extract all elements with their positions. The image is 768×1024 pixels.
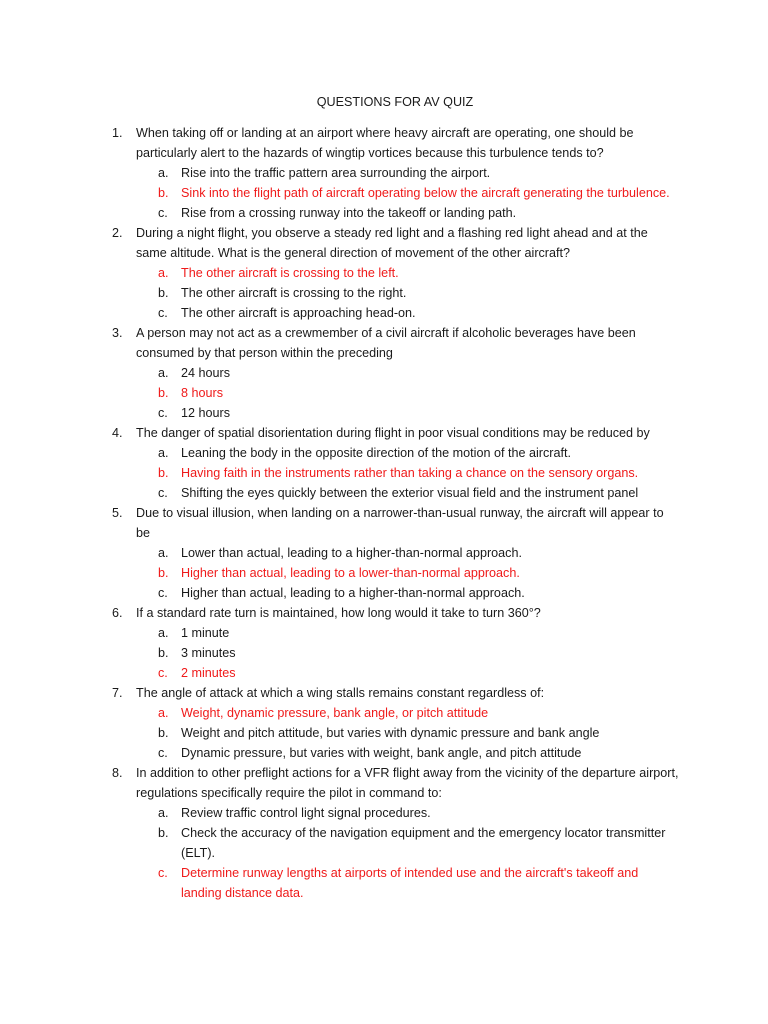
question-list (0, 123, 768, 903)
option-text: 3 minutes (181, 646, 236, 660)
answer-option-correct (0, 563, 768, 583)
answer-option (0, 303, 768, 323)
option-letter: c. (158, 586, 168, 600)
question-item (0, 423, 768, 503)
question-text: In addition to other preflight actions for a VFR flight away from the vicinity of the departure airport, regulations specifically require the pilot in command to: (136, 766, 679, 800)
option-letter: c. (158, 666, 168, 680)
option-letter: a. (158, 546, 169, 560)
answer-options (0, 363, 768, 423)
option-letter: b. (158, 726, 169, 740)
option-text: Leaning the body in the opposite direction of the motion of the aircraft. (181, 446, 571, 460)
option-text: 12 hours (181, 406, 231, 420)
answer-options (0, 703, 768, 763)
option-letter: c. (158, 306, 168, 320)
answer-option-correct (0, 703, 768, 723)
answer-options (0, 543, 768, 603)
option-letter: c. (158, 206, 168, 220)
option-letter: a. (158, 706, 169, 720)
option-text: Higher than actual, leading to a higher-than-normal approach. (181, 586, 525, 600)
option-letter: a. (158, 446, 169, 460)
option-letter: b. (158, 386, 169, 400)
question-number: 4. (112, 426, 123, 440)
answer-option (0, 363, 768, 383)
option-text: Higher than actual, leading to a lower-than-normal approach. (181, 566, 520, 580)
option-text: Shifting the eyes quickly between the exterior visual field and the instrument panel (181, 486, 639, 500)
question-text: During a night flight, you observe a steady red light and a flashing red light ahead and at the same altitude. What is the general direction of movement of the other aircraft? (136, 226, 648, 260)
option-letter: a. (158, 626, 169, 640)
answer-options (0, 803, 768, 903)
option-letter: b. (158, 466, 169, 480)
option-text: The other aircraft is crossing to the left. (181, 266, 399, 280)
answer-options (0, 263, 768, 323)
option-text: 1 minute (181, 626, 230, 640)
question-text: The angle of attack at which a wing stalls remains constant regardless of: (136, 686, 545, 700)
answer-options (0, 623, 768, 683)
page-title: QUESTIONS FOR AV QUIZ (316, 95, 474, 109)
option-letter: a. (158, 806, 169, 820)
option-letter: b. (158, 566, 169, 580)
option-letter: a. (158, 266, 169, 280)
option-letter: c. (158, 866, 168, 880)
option-letter: c. (158, 406, 168, 420)
question-item (0, 763, 768, 903)
option-letter: c. (158, 486, 168, 500)
option-text: Dynamic pressure, but varies with weight, bank angle, and pitch attitude (181, 746, 582, 760)
answer-option (0, 823, 768, 863)
question-number: 8. (112, 766, 123, 780)
answer-option (0, 583, 768, 603)
option-text: Having faith in the instruments rather than taking a chance on the sensory organs. (181, 466, 639, 480)
answer-option-correct (0, 263, 768, 283)
option-text: Lower than actual, leading to a higher-than-normal approach. (181, 546, 522, 560)
question-item (0, 503, 768, 603)
option-text: Check the accuracy of the navigation equipment and the emergency locator transmitter (ELT). (181, 826, 666, 860)
answer-option (0, 543, 768, 563)
question-item (0, 223, 768, 323)
option-text: The other aircraft is approaching head-on. (181, 306, 416, 320)
answer-option (0, 723, 768, 743)
question-text: If a standard rate turn is maintained, how long would it take to turn 360°? (136, 606, 541, 620)
option-letter: a. (158, 366, 169, 380)
option-letter: b. (158, 186, 169, 200)
option-letter: c. (158, 746, 168, 760)
answer-options (0, 443, 768, 503)
answer-option (0, 643, 768, 663)
option-text: Determine runway lengths at airports of intended use and the aircraft's takeoff and landing distance data. (181, 866, 639, 900)
answer-option-correct (0, 863, 768, 903)
question-number: 6. (112, 606, 123, 620)
answer-option (0, 203, 768, 223)
option-text: 8 hours (181, 386, 224, 400)
question-number: 7. (112, 686, 123, 700)
option-text: Weight and pitch attitude, but varies with dynamic pressure and bank angle (181, 726, 600, 740)
question-item (0, 123, 768, 223)
answer-option (0, 803, 768, 823)
answer-option (0, 743, 768, 763)
question-number: 5. (112, 506, 123, 520)
answer-option-correct (0, 383, 768, 403)
answer-option-correct (0, 463, 768, 483)
option-text: Rise from a crossing runway into the takeoff or landing path. (181, 206, 517, 220)
answer-option (0, 403, 768, 423)
question-item (0, 603, 768, 683)
option-letter: b. (158, 826, 169, 840)
option-text: Sink into the flight path of aircraft operating below the aircraft generating the turbulence. (181, 186, 670, 200)
question-text: The danger of spatial disorientation during flight in poor visual conditions may be reduced by (136, 426, 650, 440)
option-letter: b. (158, 646, 169, 660)
question-text: A person may not act as a crewmember of a civil aircraft if alcoholic beverages have been consumed by that person within the preceding (136, 326, 636, 360)
answer-option (0, 163, 768, 183)
option-text: 24 hours (181, 366, 231, 380)
option-text: The other aircraft is crossing to the right. (181, 286, 407, 300)
question-number: 2. (112, 226, 123, 240)
answer-option (0, 283, 768, 303)
option-text: 2 minutes (181, 666, 236, 680)
answer-option (0, 443, 768, 463)
answer-option (0, 623, 768, 643)
option-text: Review traffic control light signal procedures. (181, 806, 431, 820)
question-text: Due to visual illusion, when landing on a narrower-than-usual runway, the aircraft will appear to be (136, 506, 664, 540)
question-item (0, 323, 768, 423)
answer-option-correct (0, 183, 768, 203)
option-letter: a. (158, 166, 169, 180)
option-letter: b. (158, 286, 169, 300)
question-number: 3. (112, 326, 123, 340)
option-text: Weight, dynamic pressure, bank angle, or pitch attitude (181, 706, 489, 720)
answer-option (0, 483, 768, 503)
answer-options (0, 163, 768, 223)
question-item (0, 683, 768, 763)
answer-option-correct (0, 663, 768, 683)
option-text: Rise into the traffic pattern area surrounding the airport. (181, 166, 491, 180)
question-text: When taking off or landing at an airport where heavy aircraft are operating, one should be particularly alert to the hazards of wingtip vortices because this turbulence tends to? (136, 126, 634, 160)
question-number: 1. (112, 126, 123, 140)
